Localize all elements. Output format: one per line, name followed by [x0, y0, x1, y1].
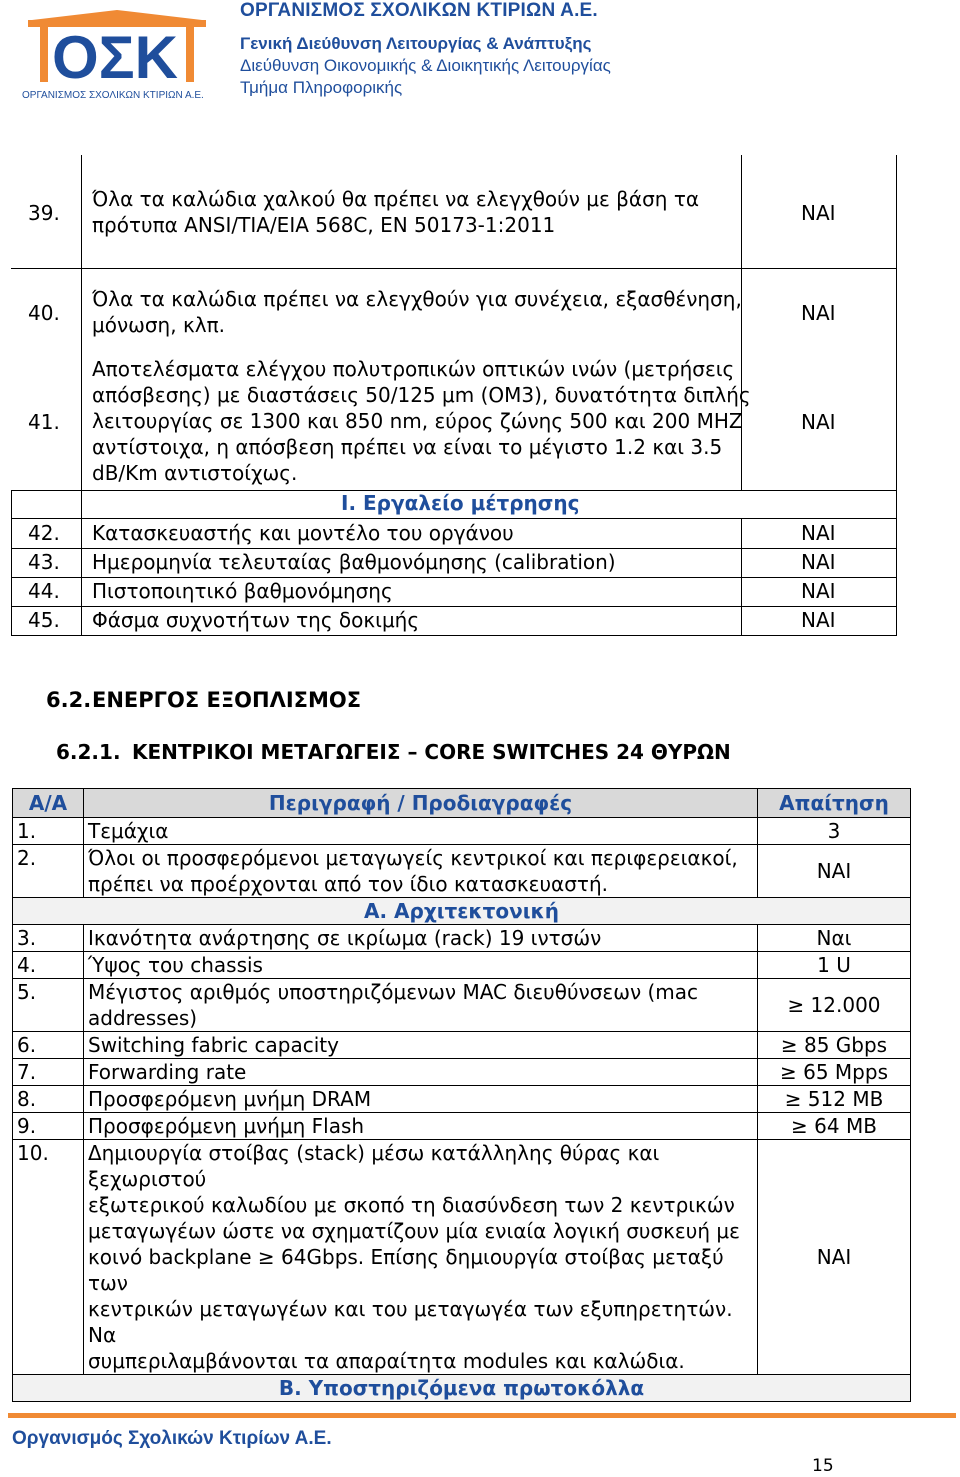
- row-desc: Προσφερόμενη μνήμη Flash: [84, 1113, 758, 1140]
- row-45-desc: Φάσμα συχνοτήτων της δοκιμής: [92, 608, 420, 632]
- row-req: ≥ 85 Gbps: [758, 1032, 911, 1059]
- row-41-desc-line1: Αποτελέσματα ελέγχου πολυτροπικών οπτικών ινών (μετρήσεις: [92, 357, 735, 381]
- header-desc: Περιγραφή / Προδιαγραφές: [84, 789, 758, 818]
- osk-logo-graphic: [22, 8, 232, 100]
- row-40-req: ΝΑΙ: [801, 301, 836, 325]
- row-40-desc-line2: μόνωση, κλπ.: [92, 313, 225, 337]
- row-req: ΝΑΙ: [758, 1140, 911, 1375]
- row-desc: Προσφερόμενη μνήμη DRAM: [84, 1086, 758, 1113]
- row-desc: Forwarding rate: [84, 1059, 758, 1086]
- row-44-desc: Πιστοποιητικό βαθμονόμησης: [92, 579, 393, 603]
- row-41-desc-line3: λειτουργίας σε 1300 και 850 nm, εύρος ζώνης 500 και 200 MHZ: [92, 409, 743, 433]
- row-desc: [84, 1140, 758, 1375]
- row-44-req: ΝΑΙ: [801, 579, 836, 603]
- row-43-desc: Ημερομηνία τελευταίας βαθμονόμησης (calibration): [92, 550, 616, 574]
- row-num: 5.: [13, 979, 84, 1032]
- header-req: Απαίτηση: [758, 789, 911, 818]
- row-desc: Τεμάχια: [84, 818, 758, 845]
- table-row: [13, 979, 911, 1032]
- row-41-req: ΝΑΙ: [801, 410, 836, 434]
- row-desc: Switching fabric capacity: [84, 1032, 758, 1059]
- row-num: 6.: [13, 1032, 84, 1059]
- header-directorate: Διεύθυνση Οικονομικής & Διοικητικής Λειτουργίας: [240, 56, 611, 75]
- header-department: Τμήμα Πληροφορικής: [240, 78, 403, 97]
- row-desc: Ικανότητα ανάρτησης σε ικρίωμα (rack) 19 ιντσών: [84, 925, 758, 952]
- row-desc-line: εξωτερικού καλωδίου με σκοπό τη διασύνδεση των 2 κεντρικών: [88, 1193, 735, 1217]
- table-row: [13, 845, 911, 898]
- row-41-num: 41.: [28, 410, 60, 434]
- svg-text:ΟΣΚ: ΟΣΚ: [52, 24, 179, 91]
- row-desc-line: συμπεριλαμβάνονται τα απαραίτητα modules και καλώδια.: [88, 1349, 685, 1373]
- subsection-title: ΚΕΝΤΡΙΚΟΙ ΜΕΤΑΓΩΓΕΙΣ – CORE SWITCHES 24 ΘΥΡΩΝ: [132, 740, 731, 764]
- table-row: [13, 1086, 911, 1113]
- row-45-num: 45.: [28, 608, 60, 632]
- row-43-req: ΝΑΙ: [801, 550, 836, 574]
- row-42-num: 42.: [28, 521, 60, 545]
- row-44-num: 44.: [28, 579, 60, 603]
- table-row: [13, 1059, 911, 1086]
- row-41-desc-line4: αντίστοιχα, η απόσβεση πρέπει να είναι το μέγιστο 1.2 και 3.5: [92, 435, 723, 459]
- row-45-req: ΝΑΙ: [801, 608, 836, 632]
- spec-table-header: [13, 789, 911, 818]
- row-desc: [84, 979, 758, 1032]
- row-39-desc-line2: πρότυπα ANSI/TIA/EIA 568C, EN 50173-1:2011: [92, 213, 556, 237]
- table-row: [13, 925, 911, 952]
- row-40-desc-line1: Όλα τα καλώδια πρέπει να ελεγχθούν για συνέχεια, εξασθένηση,: [92, 287, 742, 311]
- row-req: ≥ 64 MB: [758, 1113, 911, 1140]
- row-num: 9.: [13, 1113, 84, 1140]
- band-measurement-tool: Ι. Εργαλείο μέτρησης: [341, 491, 580, 515]
- row-desc-line: πρέπει να προέρχονται από τον ίδιο κατασκευαστή.: [88, 872, 608, 896]
- row-num: 1.: [13, 818, 84, 845]
- table-row: [13, 818, 911, 845]
- row-num: 4.: [13, 952, 84, 979]
- row-num: 3.: [13, 925, 84, 952]
- band-protocols: [13, 1375, 911, 1402]
- section-number: 6.2.: [46, 688, 92, 712]
- row-req: 1 U: [758, 952, 911, 979]
- row-desc-line: κεντρικών μεταγωγέων και του μεταγωγέα των εξυπηρετητών. Να: [88, 1297, 733, 1347]
- row-43-num: 43.: [28, 550, 60, 574]
- osk-logo: [22, 8, 232, 100]
- footer-organization: Οργανισμός Σχολικών Κτιρίων Α.Ε.: [12, 1428, 332, 1449]
- band-protocols-label: Β. Υποστηριζόμενα πρωτοκόλλα: [13, 1375, 911, 1402]
- row-42-desc: Κατασκευαστής και μοντέλο του οργάνου: [92, 521, 514, 545]
- row-num: 7.: [13, 1059, 84, 1086]
- row-40-num: 40.: [28, 301, 60, 325]
- page-number: 15: [812, 1456, 834, 1476]
- header-general-directorate: Γενική Διεύθυνση Λειτουργίας & Ανάπτυξης: [240, 34, 592, 53]
- row-req: ≥ 512 MB: [758, 1086, 911, 1113]
- band-architecture-label: Α. Αρχιτεκτονική: [13, 898, 911, 925]
- band-architecture: [13, 898, 911, 925]
- row-desc-line: μεταγωγέων ώστε να σχηματίζουν μία ενιαία λογική συσκευή με: [88, 1219, 740, 1243]
- row-42-req: ΝΑΙ: [801, 521, 836, 545]
- svg-text:ΟΡΓΑΝΙΣΜΟΣ ΣΧΟΛΙΚΩΝ ΚΤΙΡΙΩΝ Α.: ΟΡΓΑΝΙΣΜΟΣ ΣΧΟΛΙΚΩΝ ΚΤΙΡΙΩΝ Α.Ε.: [22, 90, 204, 100]
- row-desc-line: κοινό backplane ≥ 64Gbps. Επίσης δημιουργία στοίβας μεταξύ των: [88, 1245, 724, 1295]
- row-num: 2.: [13, 845, 84, 898]
- row-39-num: 39.: [28, 201, 60, 225]
- table-row: [13, 1113, 911, 1140]
- row-req: 3: [758, 818, 911, 845]
- table-row: [13, 1032, 911, 1059]
- header-organization: ΟΡΓΑΝΙΣΜΟΣ ΣΧΟΛΙΚΩΝ ΚΤΙΡΙΩΝ Α.Ε.: [240, 0, 598, 21]
- row-req: ≥ 65 Mpps: [758, 1059, 911, 1086]
- header-num: Α/Α: [13, 789, 84, 818]
- subsection-number: 6.2.1.: [56, 740, 121, 764]
- spec-table: [12, 788, 911, 1402]
- table-row: [13, 1140, 911, 1375]
- footer-divider: [8, 1413, 956, 1418]
- row-desc: Ύψος του chassis: [84, 952, 758, 979]
- row-desc-line: addresses): [88, 1006, 198, 1030]
- row-41-desc-line2: απόσβεσης) με διαστάσεις 50/125 μm (ΟΜ3), δυνατότητα διπλής: [92, 383, 751, 407]
- row-39-req: ΝΑΙ: [801, 201, 836, 225]
- row-desc-line: Όλοι οι προσφερόμενοι μεταγωγείς κεντρικοί και περιφερειακοί,: [88, 846, 738, 870]
- row-num: 8.: [13, 1086, 84, 1113]
- row-req: ≥ 12.000: [758, 979, 911, 1032]
- row-desc-line: Δημιουργία στοίβας (stack) μέσω κατάλληλης θύρας και ξεχωριστού: [88, 1141, 660, 1191]
- row-39-desc-line1: Όλα τα καλώδια χαλκού θα πρέπει να ελεγχθούν με βάση τα: [92, 187, 700, 211]
- row-desc-line: Μέγιστος αριθμός υποστηριζόμενων MAC διευθύνσεων (mac: [88, 980, 699, 1004]
- row-desc: [84, 845, 758, 898]
- row-41-desc-line5: dB/Km αντιστοίχως.: [92, 461, 298, 485]
- row-num: 10.: [13, 1140, 84, 1375]
- section-title: ΕΝΕΡΓΟΣ ΕΞΟΠΛΙΣΜΟΣ: [92, 688, 362, 712]
- row-req: ΝΑΙ: [758, 845, 911, 898]
- row-req: Ναι: [758, 925, 911, 952]
- table-row: [13, 952, 911, 979]
